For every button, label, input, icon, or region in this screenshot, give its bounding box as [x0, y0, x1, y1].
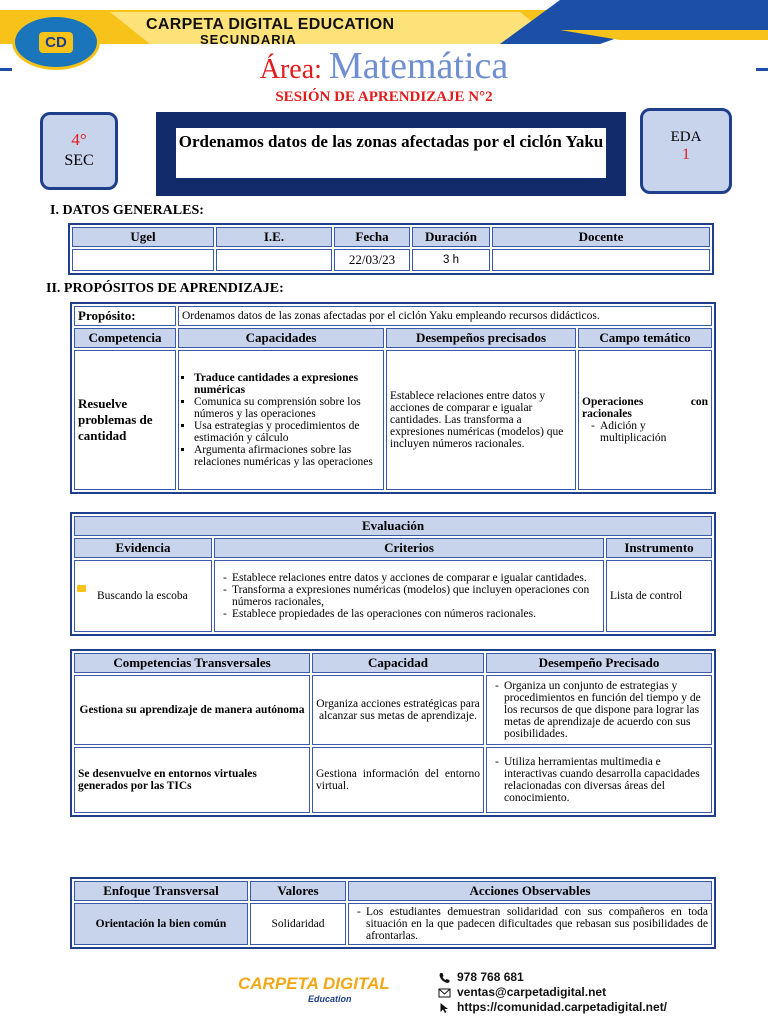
footer-contacts [438, 970, 667, 1015]
session-topic: Ordenamos datos de las zonas afectadas por el ciclón Yaku [176, 128, 606, 178]
header-instrumento: Instrumento [606, 538, 712, 558]
accion-cell [348, 903, 712, 945]
value-duracion: 3 h [412, 249, 490, 271]
eda-number: 1 [682, 146, 690, 163]
transversales-table [70, 649, 716, 817]
evidencia-text: Buscando la escoba [97, 590, 188, 602]
propositos-table [70, 302, 716, 494]
header-competencia: Competencia [74, 328, 176, 348]
valor-cell: Solidaridad [250, 903, 346, 945]
evidencia-cell [74, 560, 212, 632]
campo-cell [578, 350, 712, 490]
transversal-desempeno-cell [486, 675, 712, 745]
area-title [0, 44, 768, 88]
bullet-icon [77, 585, 86, 592]
capacidades-cell [178, 350, 384, 490]
grade-box [40, 112, 118, 190]
enfoque-table [70, 877, 716, 949]
contact-email[interactable] [438, 985, 667, 1000]
capacidad-item: ▪ Usa estrategias y procedimientos de estimación y cálculo [194, 420, 380, 444]
enfoque-cell: Orientación la bien común [74, 903, 248, 945]
phone-text: 978 768 681 [457, 970, 524, 984]
capacidad-item: ▪ Argumenta afirmaciones sobre las relaciones numéricas y las operaciones [194, 444, 380, 468]
eda-label: EDA [670, 129, 702, 145]
header-valores: Valores [250, 881, 346, 901]
section-datos-heading: I. DATOS GENERALES: [50, 203, 204, 218]
proposito-label: Propósito: [74, 306, 176, 326]
transversal-competencia: Gestiona su aprendizaje de manera autónoma [74, 675, 310, 745]
eda-box [640, 108, 732, 194]
value-docente [492, 249, 710, 271]
contact-url[interactable] [438, 1000, 667, 1015]
header-ugel: Ugel [72, 227, 214, 247]
header-capacidades: Capacidades [178, 328, 384, 348]
cursor-icon [438, 1002, 451, 1014]
header-duracion: Duración [412, 227, 490, 247]
phone-icon [438, 972, 451, 984]
logo-text: CD [39, 32, 73, 53]
contact-phone [438, 970, 667, 985]
header-campo: Campo temático [578, 328, 712, 348]
footer-logo-sub: Education [308, 994, 352, 1004]
transversal-desempeno-cell [486, 747, 712, 813]
capacidad-item: ▪ Traduce cantidades a expresiones numéricas [194, 372, 380, 396]
grade-level: SEC [64, 152, 94, 169]
area-label: Área: [259, 54, 322, 85]
criterio-item: - Establece relaciones entre datos y acciones de comparar e igualar cantidades. [232, 572, 600, 584]
section-propositos-heading: II. PROPÓSITOS DE APRENDIZAJE: [46, 281, 284, 296]
transversal-competencia: Se desenvuelve en entornos virtuales generados por las TICs [74, 747, 310, 813]
brand-name: CARPETA DIGITAL EDUCATION [146, 16, 395, 33]
campo-title: Operaciones con racionales [582, 396, 708, 420]
competencia-cell: Resuelve problemas de cantidad [74, 350, 176, 490]
campo-item: - Adición y multiplicación [600, 420, 708, 444]
email-icon [438, 987, 451, 999]
desempeno-cell: Establece relaciones entre datos y acciones de comparar e igualar cantidades. Las transforma a expresiones numéricas (modelos) que incluyen números racionales. [386, 350, 576, 490]
session-title-box [156, 112, 626, 196]
criterio-item: - Transforma a expresiones numéricas (modelos) que incluyen operaciones con números racionales, [232, 584, 600, 608]
header-desempeno-precisado: Desempeño Precisado [486, 653, 712, 673]
value-fecha: 22/03/23 [334, 249, 410, 271]
grade-number: 4° [71, 130, 87, 149]
value-ugel [72, 249, 214, 271]
header-capacidad: Capacidad [312, 653, 484, 673]
url-text: https://comunidad.carpetadigital.net/ [457, 1000, 668, 1014]
area-name: Matemática [328, 45, 509, 87]
header-docente: Docente [492, 227, 710, 247]
transversal-desempeno: - Utiliza herramientas multimedia e interactivas cuando desarrolla capacidades relacionadas con diversas áreas del conocimiento. [504, 756, 708, 804]
header-acciones: Acciones Observables [348, 881, 712, 901]
header-desempenos: Desempeños precisados [386, 328, 576, 348]
evaluacion-title: Evaluación [74, 516, 712, 536]
datos-table [68, 223, 714, 275]
brand-level: SECUNDARIA [200, 32, 297, 47]
transversal-desempeno: - Organiza un conjunto de estrategias y procedimientos en función del tiempo y de los recursos de que dispone para lograr las metas de aprendizaje de acuerdo con sus posibilidades. [504, 680, 708, 740]
proposito-text: Ordenamos datos de las zonas afectadas por el ciclón Yaku empleando recursos didácticos. [178, 306, 712, 326]
session-title: SESIÓN DE APRENDIZAJE N°2 [275, 89, 493, 105]
accion-text: - Los estudiantes demuestran solidaridad con sus compañeros en toda situación en la que padecen dificultades que rebasan sus posibilidades de afrontarlas. [366, 906, 708, 942]
header-ie: I.E. [216, 227, 332, 247]
transversal-capacidad: Gestiona información del entorno virtual. [312, 747, 484, 813]
header-evidencia: Evidencia [74, 538, 212, 558]
transversal-capacidad: Organiza acciones estratégicas para alcanzar sus metas de aprendizaje. [312, 675, 484, 745]
header-comp-transversales: Competencias Transversales [74, 653, 310, 673]
header-enfoque: Enfoque Transversal [74, 881, 248, 901]
footer-logo-text: CARPETA DIGITAL [238, 974, 390, 993]
email-text: ventas@carpetadigital.net [457, 985, 607, 999]
header-fecha: Fecha [334, 227, 410, 247]
evaluacion-table [70, 512, 716, 636]
instrumento-cell: Lista de control [606, 560, 712, 632]
criterios-cell [214, 560, 604, 632]
footer-logo [238, 974, 390, 1004]
capacidad-item: ▪ Comunica su comprensión sobre los números y las operaciones [194, 396, 380, 420]
criterio-item: - Establece propiedades de las operaciones con números racionales. [232, 608, 600, 620]
value-ie [216, 249, 332, 271]
header-criterios: Criterios [214, 538, 604, 558]
